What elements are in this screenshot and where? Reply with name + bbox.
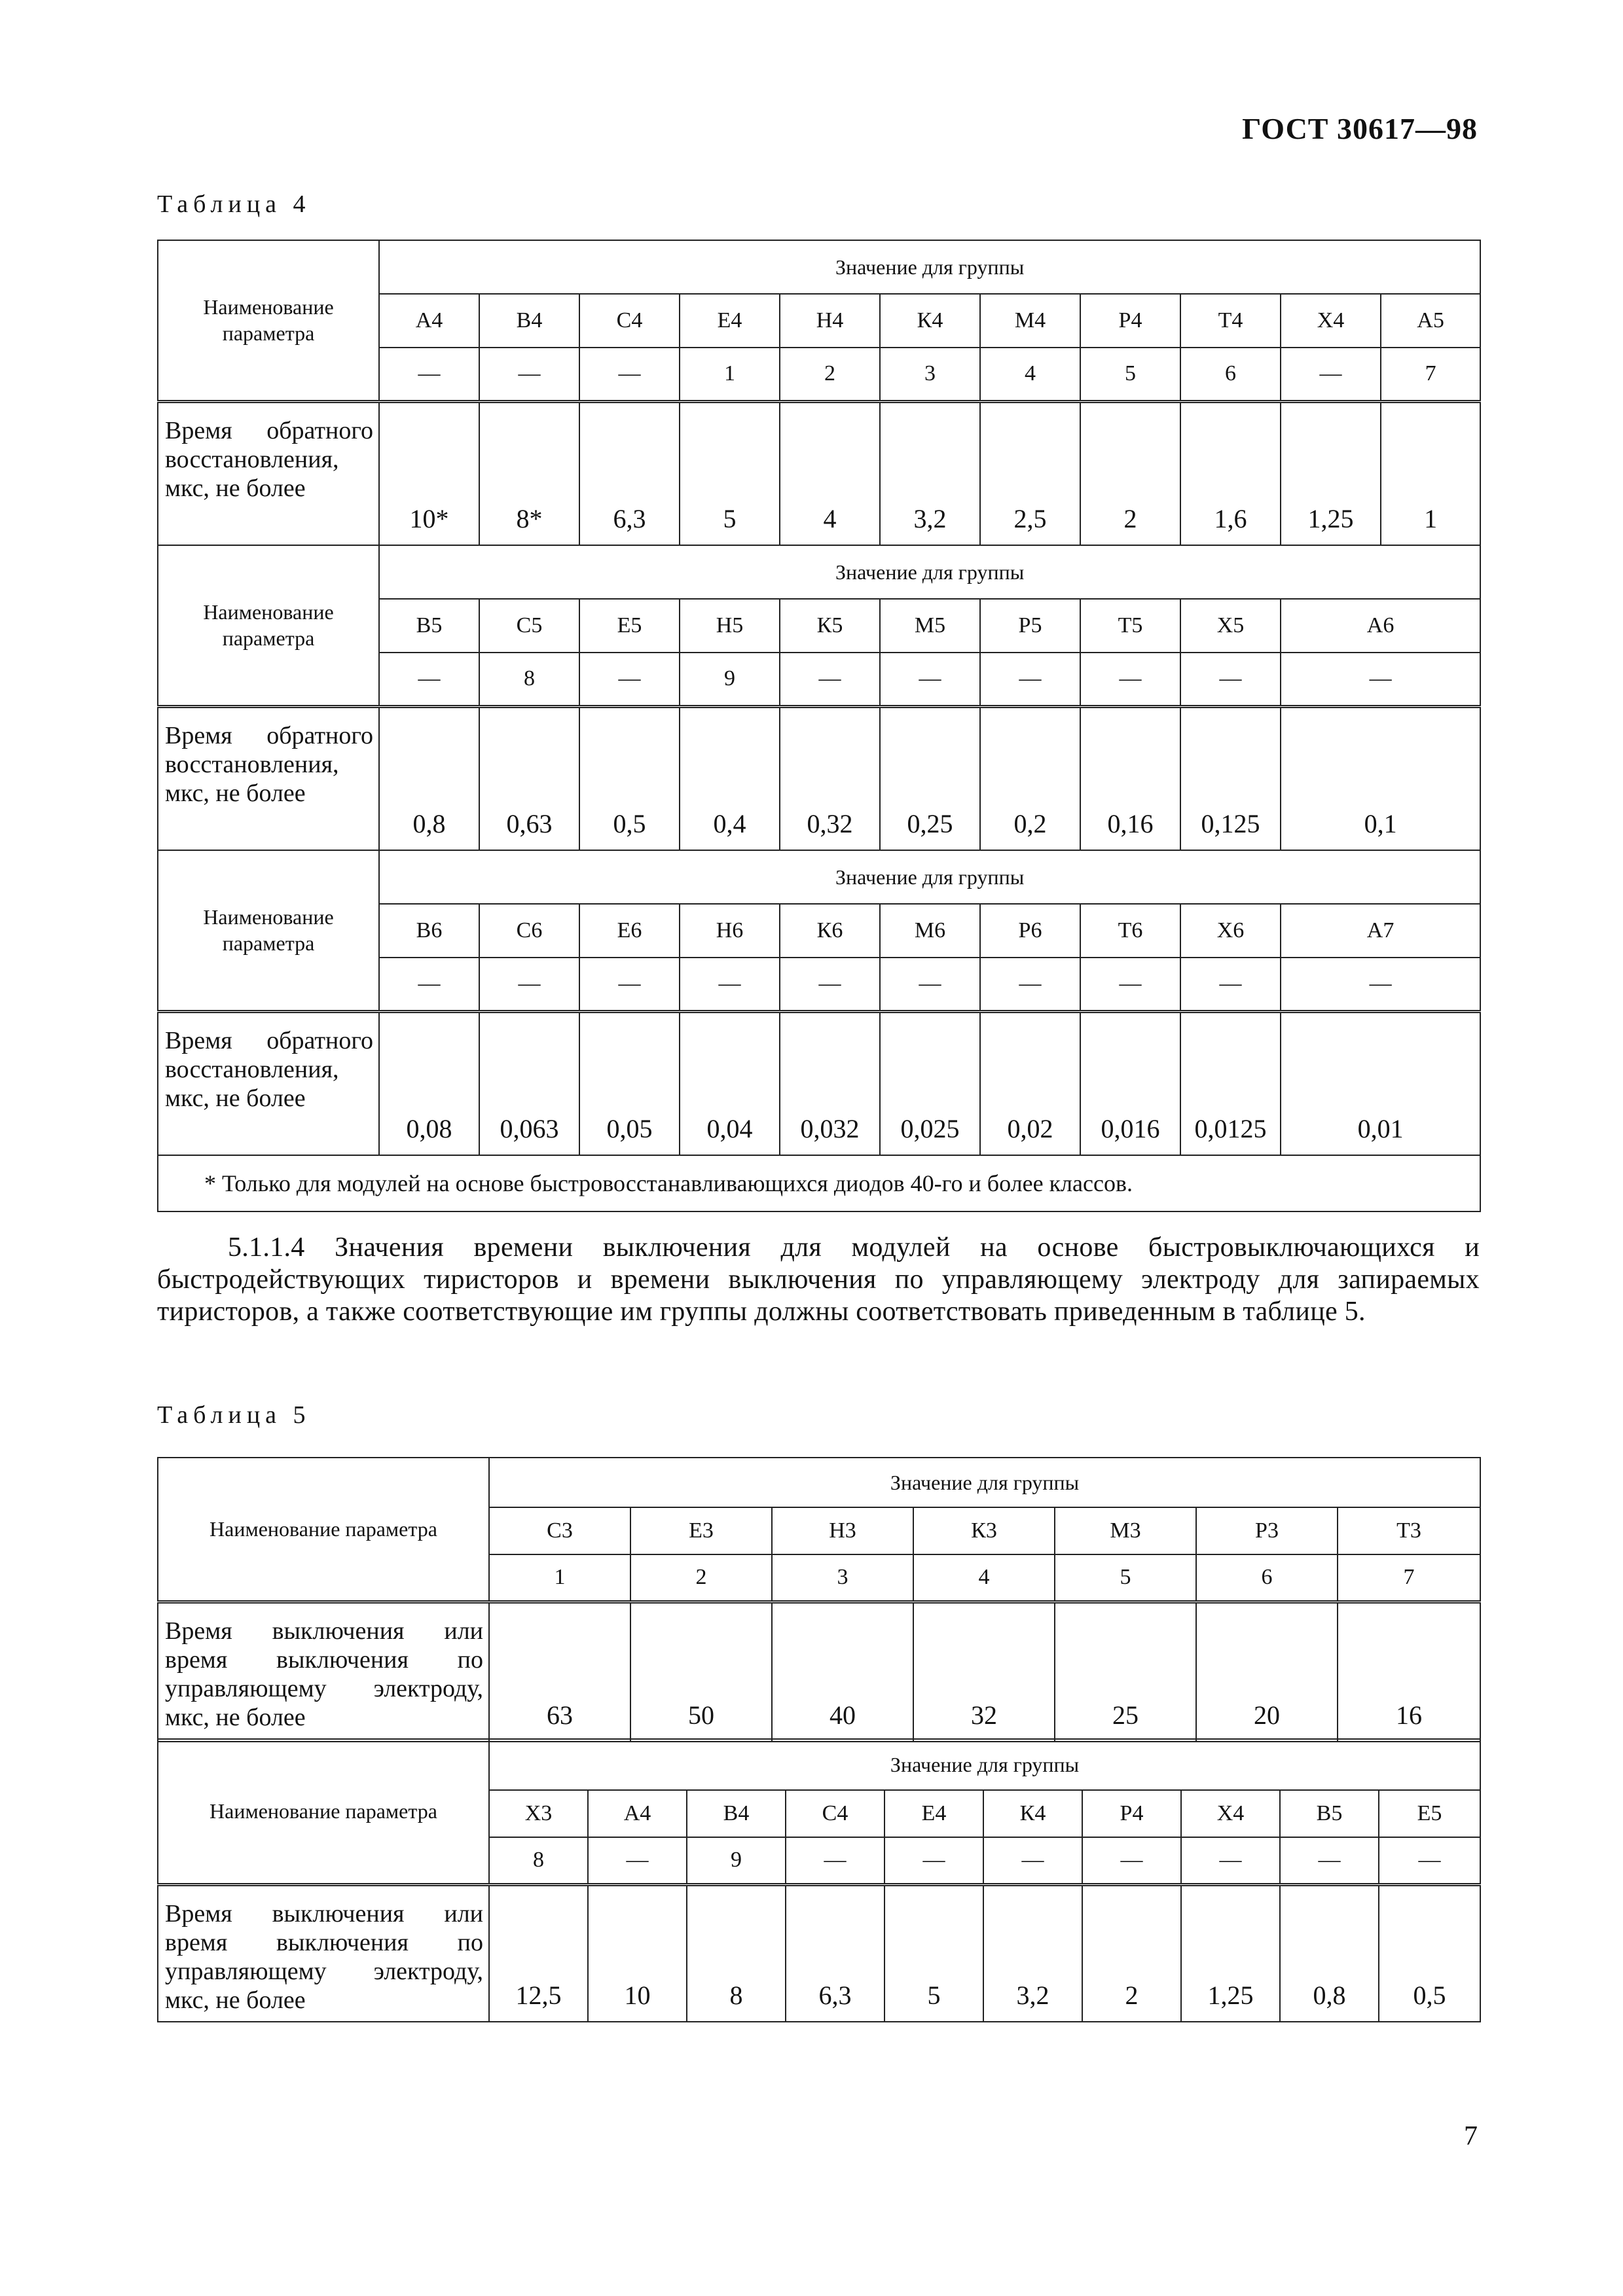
code-cell: — [1080, 653, 1180, 706]
value-cell: 0,5 [1379, 1884, 1480, 2022]
value-cell: 25 [1055, 1602, 1196, 1742]
value-cell: 0,016 [1080, 1011, 1180, 1155]
value-cell: 3,2 [983, 1884, 1082, 2022]
code-cell: — [983, 1837, 1082, 1884]
value-cell: 2 [1080, 401, 1180, 545]
group-cell: Е5 [579, 599, 680, 653]
code-cell: 8 [479, 653, 579, 706]
group-cell: Х4 [1181, 1790, 1280, 1837]
group-cell: А7 [1281, 904, 1480, 958]
group-cell: Н5 [680, 599, 780, 653]
footnote: * Только для модулей на основе быстровосстанавливающихся диодов 40-го и более классов. [158, 1155, 1480, 1211]
value-cell: 63 [489, 1602, 630, 1742]
value-cell: 0,01 [1281, 1011, 1480, 1155]
value-row [158, 706, 1480, 850]
table-4 [157, 240, 1481, 1212]
value-cell: 6,3 [786, 1884, 884, 2022]
group-cell: Р4 [1082, 1790, 1181, 1837]
group-cell: С4 [579, 294, 680, 348]
code-cell: 2 [630, 1554, 772, 1602]
value-cell: 0,0125 [1180, 1011, 1281, 1155]
code-cell: — [1281, 348, 1381, 401]
value-cell: 12,5 [489, 1884, 588, 2022]
code-cell: — [680, 958, 780, 1011]
table-row [158, 1739, 1480, 1790]
table-row [158, 240, 1480, 294]
code-cell: — [479, 958, 579, 1011]
value-cell: 10* [379, 401, 479, 545]
table-5-part-1 [157, 1457, 1481, 1742]
value-header: Значение для группы [379, 850, 1480, 904]
value-cell: 0,63 [479, 706, 579, 850]
code-cell: — [379, 348, 479, 401]
group-cell: Е4 [884, 1790, 983, 1837]
param-name-header: Наименование параметра [158, 240, 379, 401]
group-cell: Х4 [1281, 294, 1381, 348]
value-cell: 0,02 [980, 1011, 1080, 1155]
code-cell: 8 [489, 1837, 588, 1884]
code-cell: — [1082, 1837, 1181, 1884]
code-cell: — [579, 958, 680, 1011]
row-label: Время выключения или время выключения по управляющему электроду, мкс, не более [158, 1884, 489, 2022]
value-cell: 5 [680, 401, 780, 545]
paragraph-5-1-1-4: 5.1.1.4 Значения времени выключения для модулей на основе быстровыключающихся и быстродействующих тиристоров и времени выключения по управляющему электроду для запираемых тиристоров, а также соответствующие им группы должны соответствовать приведенным в таблице 5. [157, 1232, 1480, 1327]
code-cell: 5 [1055, 1554, 1196, 1602]
value-cell: 0,063 [479, 1011, 579, 1155]
group-cell: В5 [1280, 1790, 1379, 1837]
group-cell: Т6 [1080, 904, 1180, 958]
code-cell: — [786, 1837, 884, 1884]
code-cell: — [1080, 958, 1180, 1011]
table4-caption: Таблица 4 [157, 190, 311, 218]
code-cell: — [479, 348, 579, 401]
code-cell: — [579, 653, 680, 706]
code-cell: 4 [980, 348, 1080, 401]
value-cell: 0,025 [880, 1011, 980, 1155]
code-cell: 6 [1180, 348, 1281, 401]
value-cell: 16 [1338, 1602, 1480, 1742]
group-cell: Е4 [680, 294, 780, 348]
group-cell: Н3 [772, 1507, 913, 1554]
code-cell: 3 [880, 348, 980, 401]
group-cell: Е6 [579, 904, 680, 958]
value-cell: 0,4 [680, 706, 780, 850]
group-cell: Р5 [980, 599, 1080, 653]
value-cell: 0,2 [980, 706, 1080, 850]
table5-caption: Таблица 5 [157, 1401, 311, 1429]
value-cell: 0,125 [1180, 706, 1281, 850]
value-cell: 8* [479, 401, 579, 545]
code-cell: — [884, 1837, 983, 1884]
table-5-part-2 [157, 1738, 1481, 2022]
code-cell: — [880, 958, 980, 1011]
code-cell: 3 [772, 1554, 913, 1602]
value-header: Значение для группы [379, 240, 1480, 294]
group-cell: М6 [880, 904, 980, 958]
value-header: Значение для группы [489, 1739, 1480, 1790]
value-cell: 0,08 [379, 1011, 479, 1155]
value-cell: 10 [588, 1884, 687, 2022]
code-cell: 7 [1381, 348, 1480, 401]
value-cell: 0,04 [680, 1011, 780, 1155]
value-cell: 1,25 [1181, 1884, 1280, 2022]
group-cell: С6 [479, 904, 579, 958]
group-cell: С4 [786, 1790, 884, 1837]
value-cell: 1 [1381, 401, 1480, 545]
group-cell: С3 [489, 1507, 630, 1554]
value-cell: 0,1 [1281, 706, 1480, 850]
group-cell: К4 [880, 294, 980, 348]
code-cell: — [579, 348, 680, 401]
code-cell: 5 [1080, 348, 1180, 401]
value-cell: 8 [687, 1884, 786, 2022]
value-cell: 20 [1196, 1602, 1338, 1742]
row-label: Время обратного восстановления, мкс, не более [158, 401, 379, 545]
code-cell: 2 [780, 348, 880, 401]
value-cell: 3,2 [880, 401, 980, 545]
code-cell: — [379, 958, 479, 1011]
group-cell: А4 [588, 1790, 687, 1837]
group-cell: М5 [880, 599, 980, 653]
value-cell: 0,5 [579, 706, 680, 850]
param-name-header: Наименование параметра [158, 1739, 489, 1884]
group-cell: Т4 [1180, 294, 1281, 348]
group-cell: А5 [1381, 294, 1480, 348]
table-row [158, 1458, 1480, 1507]
code-cell: — [980, 958, 1080, 1011]
value-cell: 1,6 [1180, 401, 1281, 545]
value-cell: 2 [1082, 1884, 1181, 2022]
code-cell: — [588, 1837, 687, 1884]
value-cell: 0,25 [880, 706, 980, 850]
group-cell: С5 [479, 599, 579, 653]
code-cell: — [1280, 1837, 1379, 1884]
value-cell: 0,8 [379, 706, 479, 850]
value-cell: 4 [780, 401, 880, 545]
group-cell: В4 [479, 294, 579, 348]
value-cell: 40 [772, 1602, 913, 1742]
group-cell: М3 [1055, 1507, 1196, 1554]
value-cell: 2,5 [980, 401, 1080, 545]
group-cell: Н6 [680, 904, 780, 958]
page-number: 7 [1464, 2121, 1478, 2151]
group-cell: М4 [980, 294, 1080, 348]
code-cell: 4 [913, 1554, 1055, 1602]
value-header: Значение для группы [489, 1458, 1480, 1507]
group-cell: Р4 [1080, 294, 1180, 348]
value-cell: 5 [884, 1884, 983, 2022]
code-cell: — [780, 958, 880, 1011]
group-cell: К6 [780, 904, 880, 958]
table-row [158, 850, 1480, 904]
code-cell: — [1181, 1837, 1280, 1884]
group-cell: Н4 [780, 294, 880, 348]
code-cell: 1 [489, 1554, 630, 1602]
code-cell: 9 [687, 1837, 786, 1884]
group-cell: К5 [780, 599, 880, 653]
code-cell: — [1379, 1837, 1480, 1884]
value-cell: 0,8 [1280, 1884, 1379, 2022]
code-cell: 1 [680, 348, 780, 401]
param-name-header: Наименование параметра [158, 545, 379, 706]
value-row [158, 1884, 1480, 2022]
group-cell: К4 [983, 1790, 1082, 1837]
code-cell: — [980, 653, 1080, 706]
value-cell: 50 [630, 1602, 772, 1742]
group-cell: Х6 [1180, 904, 1281, 958]
group-cell: Р6 [980, 904, 1080, 958]
row-label: Время обратного восстановления, мкс, не более [158, 1011, 379, 1155]
param-name-header: Наименование параметра [158, 850, 379, 1011]
code-cell: — [379, 653, 479, 706]
row-label: Время выключения или время выключения по управляющему электроду, мкс, не более [158, 1602, 489, 1742]
value-row [158, 1011, 1480, 1155]
value-cell: 0,032 [780, 1011, 880, 1155]
group-cell: Р3 [1196, 1507, 1338, 1554]
group-cell: Т5 [1080, 599, 1180, 653]
code-cell: — [1180, 958, 1281, 1011]
value-cell: 0,32 [780, 706, 880, 850]
code-cell: — [1281, 653, 1480, 706]
table-row [158, 545, 1480, 599]
param-name-header: Наименование параметра [158, 1458, 489, 1602]
footnote-row [158, 1155, 1480, 1211]
group-cell: В6 [379, 904, 479, 958]
value-cell: 6,3 [579, 401, 680, 545]
code-cell: 9 [680, 653, 780, 706]
code-cell: — [780, 653, 880, 706]
code-cell: 6 [1196, 1554, 1338, 1602]
group-cell: В5 [379, 599, 479, 653]
value-row [158, 401, 1480, 545]
document-code: ГОСТ 30617—98 [1242, 112, 1478, 145]
row-label: Время обратного восстановления, мкс, не более [158, 706, 379, 850]
group-cell: Е5 [1379, 1790, 1480, 1837]
value-cell: 0,05 [579, 1011, 680, 1155]
group-cell: А6 [1281, 599, 1480, 653]
group-cell: Х5 [1180, 599, 1281, 653]
code-cell: — [1281, 958, 1480, 1011]
group-cell: Т3 [1338, 1507, 1480, 1554]
group-cell: А4 [379, 294, 479, 348]
group-cell: В4 [687, 1790, 786, 1837]
value-row [158, 1602, 1480, 1742]
value-cell: 32 [913, 1602, 1055, 1742]
code-cell: — [880, 653, 980, 706]
group-cell: Е3 [630, 1507, 772, 1554]
value-header: Значение для группы [379, 545, 1480, 599]
value-cell: 1,25 [1281, 401, 1381, 545]
group-cell: К3 [913, 1507, 1055, 1554]
code-cell: — [1180, 653, 1281, 706]
group-cell: Х3 [489, 1790, 588, 1837]
value-cell: 0,16 [1080, 706, 1180, 850]
code-cell: 7 [1338, 1554, 1480, 1602]
